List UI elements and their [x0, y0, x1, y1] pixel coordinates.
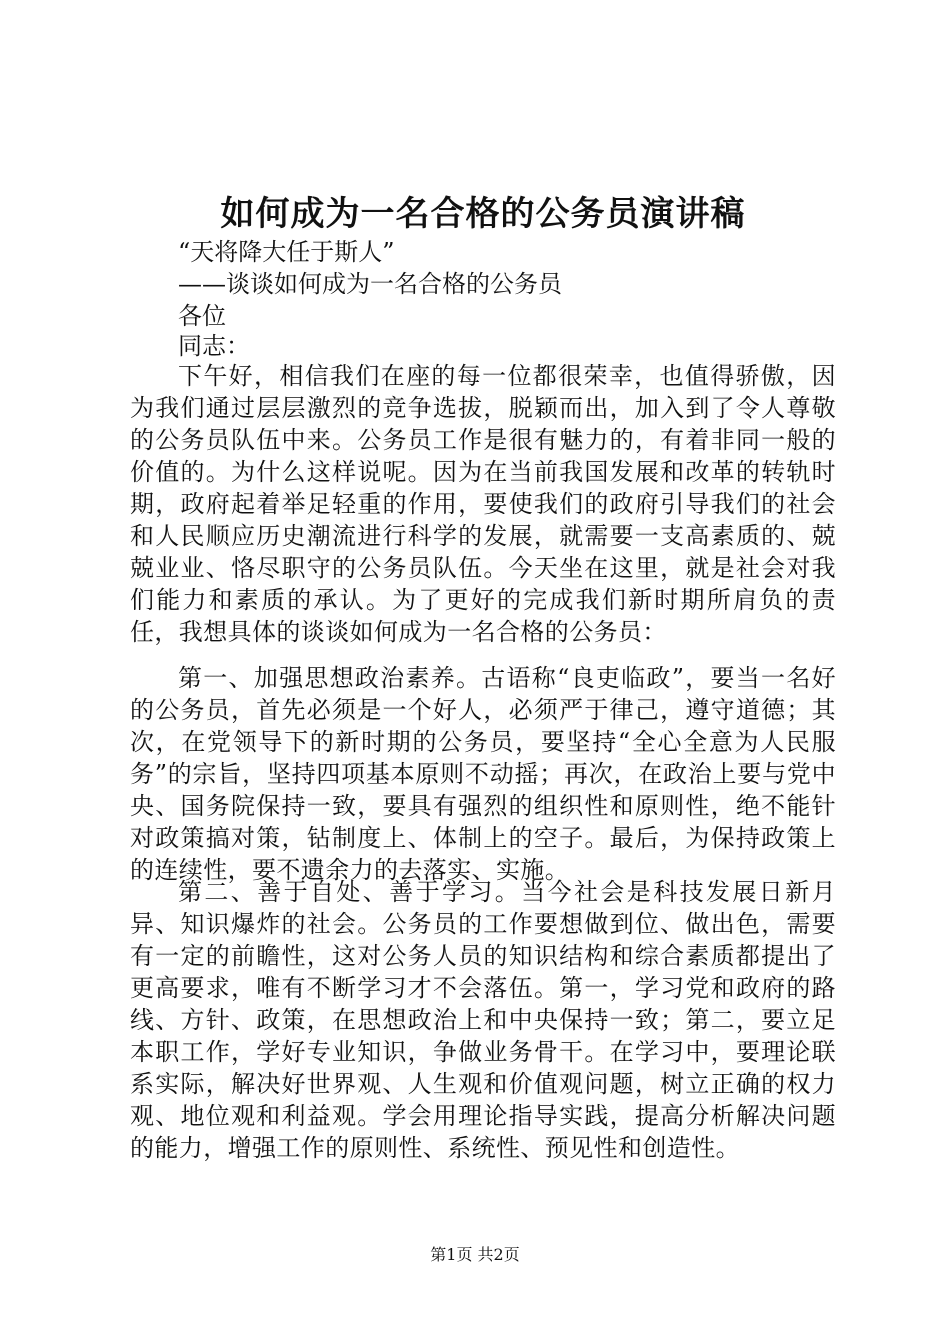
subtitle-topic: ——谈谈如何成为一名合格的公务员 — [178, 270, 562, 298]
page-footer: 第1页 共2页 — [430, 1245, 520, 1264]
greeting-line-2: 同志： — [178, 332, 250, 360]
paragraph-second-point: 第二、善于自处、善于学习。当今社会是科技发展日新月异、知识爆炸的社会。公务员的工作要想做到位、做出色，需要有一定的前瞻性，这对公务人员的知识结构和综合素质都提出了更高要求，唯有不断学习才不会落伍。第一，学习党和政府的路线、方针、政策，在思想政治上和中央保持一致；第二，要立足本职工作，学好专业知识，争做业务骨干。在学习中，要理论联系实际，解决好世界观、人生观和价值观问题，树立正确的权力观、地位观和利益观。学会用理论指导实践，提高分析解决问题的能力，增强工作的原则性、系统性、预见性和创造性。 — [130, 878, 836, 1162]
greeting-line-1: 各位 — [178, 302, 226, 330]
document-title: 如何成为一名合格的公务员演讲稿 — [220, 194, 746, 234]
paragraph-intro: 下午好，相信我们在座的每一位都很荣幸，也值得骄傲，因为我们通过层层激烈的竞争选拔，脱颖而出，加入到了令人尊敬的公务员队伍中来。公务员工作是很有魅力的，有着非同一般的价值的。为什么这样说呢。因为在当前我国发展和改革的转轨时期，政府起着举足轻重的作用，要使我们的政府引导我们的社会和人民顺应历史潮流进行科学的发展，就需要一支高素质的、兢兢业业、恪尽职守的公务员队伍。今天坐在这里，就是社会对我们能力和素质的承认。为了更好的完成我们新时期所肩负的责任，我想具体的谈谈如何成为一名合格的公务员： — [130, 362, 836, 646]
document-page — [130, 0, 836, 1344]
subtitle-quote: “天将降大任于斯人” — [178, 238, 395, 266]
paragraph-first-point: 第一、加强思想政治素养。古语称“良吏临政”，要当一名好的公务员，首先必须是一个好人，必须严于律己，遵守道德；其次，在党领导下的新时期的公务员，要坚持“全心全意为人民服务”的宗旨，坚持四项基本原则不动摇；再次，在政治上要与党中央、国务院保持一致，要具有强烈的组织性和原则性，绝不能针对政策搞对策，钻制度上、体制上的空子。最后，为保持政策上的连续性，要不遗余力的去落实、实施。 — [130, 664, 836, 884]
